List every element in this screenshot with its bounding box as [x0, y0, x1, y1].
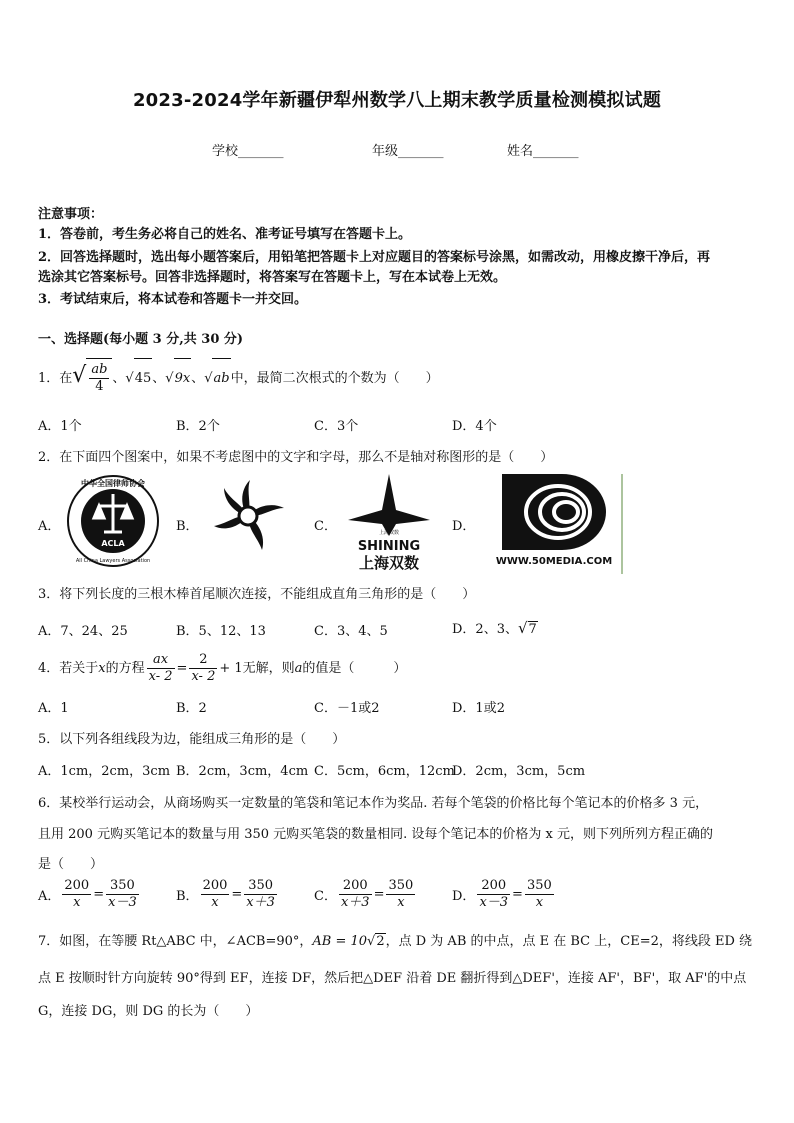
lawyers-association-logo	[66, 474, 160, 568]
q1-radical-45: 45	[134, 358, 153, 399]
q1-option-b[interactable]: B．2个	[176, 419, 220, 434]
q4-option-b[interactable]: B．2	[176, 701, 207, 716]
q1-sep: 、	[152, 371, 166, 386]
question-4	[38, 650, 406, 688]
q6-b-d2: x＋3	[246, 895, 275, 910]
q6-a-n2: 350	[106, 878, 139, 895]
q1-option-d[interactable]: D．4个	[452, 419, 497, 434]
q6-a-d2: x－3	[108, 895, 137, 910]
q1-fraction	[89, 362, 109, 395]
shining-brand-text: SHINING	[357, 539, 421, 554]
shining-small-text: 上海双数	[378, 530, 400, 536]
q4-mid: 的方程	[105, 661, 145, 676]
pinwheel-logo	[210, 476, 286, 556]
seal-top-text: 中华全国律师协会	[81, 479, 145, 488]
q4-var-a: a	[294, 661, 303, 676]
q6-option-c[interactable]	[314, 878, 417, 911]
section-choice-heading: 一、选择题(每小题 3 分,共 30 分)	[38, 332, 244, 347]
q1-option-c[interactable]: C．3个	[314, 419, 359, 434]
question-5: 5．以下列各组线段为边，能组成三角形的是（ ）	[38, 732, 346, 747]
q6-b-label: B．	[176, 889, 199, 904]
q3-option-d-label: D．2、3、	[452, 622, 518, 637]
q6-c-frac-2	[386, 878, 415, 911]
q4-f2-den: x- 2	[191, 669, 216, 684]
q4-f1-num: ax	[147, 652, 175, 669]
name-field[interactable]: 姓名_______	[507, 144, 579, 159]
q5-option-a[interactable]: A．1cm，2cm，3cm	[38, 764, 171, 779]
q2-option-a[interactable]: A．	[38, 519, 61, 534]
q1-prefix: 1．在	[38, 371, 73, 386]
q3-option-a[interactable]: A．7、24、25	[38, 624, 128, 639]
q4-fraction-2	[189, 652, 217, 685]
q6-b-frac-2	[244, 878, 277, 911]
q4-tail: + 1无解，则	[219, 661, 295, 676]
page-title: 2023-2024学年新疆伊犁州数学八上期末教学质量检测模拟试题	[132, 90, 662, 111]
q6-b-n2: 350	[244, 878, 277, 895]
q4-eq: =	[176, 661, 188, 676]
q6-b-eq: =	[231, 887, 243, 902]
q6-a-frac-2	[106, 878, 139, 911]
notes-item-2a: 2．回答选择题时，选出每小题答案后，用铅笔把答题卡上对应题目的答案标号涂黑，如需改动，用橡皮擦干净后，再	[38, 250, 711, 265]
q6-b-d1: x	[211, 895, 219, 910]
q6-a-label: A．	[38, 889, 61, 904]
q3-option-b[interactable]: B．5、12、13	[176, 624, 266, 639]
q3-option-c[interactable]: C．3、4、5	[314, 624, 388, 639]
grade-field[interactable]: 年级_______	[372, 144, 444, 159]
q1-suffix: 中，最简二次根式的个数为（ ）	[230, 371, 439, 386]
q1-radical-9x: 9x	[174, 358, 192, 399]
shining-logo	[344, 472, 434, 572]
q6-c-d2: x	[397, 895, 405, 910]
q2-option-d[interactable]: D．	[452, 519, 476, 534]
q1-radical-ab: ab	[212, 358, 230, 399]
q7-ab-eq: AB = 10	[312, 934, 368, 949]
notes-item-1: 1．答卷前，考生务必将自己的姓名、准考证号填写在答题卡上。	[38, 227, 412, 242]
q7-line1a: 7．如图，在等腰 Rt△ABC 中，∠ACB=90°，	[38, 934, 313, 949]
q5-option-b[interactable]: B．2cm，3cm，4cm	[176, 764, 309, 779]
seal-acla-text: ACLA	[101, 539, 125, 548]
q6-a-frac-1	[62, 878, 91, 911]
question-3: 3．将下列长度的三根木棒首尾顺次连接，不能组成直角三角形的是（ ）	[38, 587, 476, 602]
q1-sep: 、	[191, 371, 205, 386]
q6-c-d1: x＋3	[340, 895, 370, 910]
q6-c-eq: =	[373, 887, 385, 902]
q6-d-frac-2	[525, 878, 554, 911]
media-url-text: WWW.50MEDIA.COM	[495, 556, 613, 567]
q6-c-n2: 350	[388, 878, 414, 893]
question-6-line-3: 是（ ）	[38, 857, 104, 872]
q4-var-x: x	[98, 661, 106, 676]
question-2: 2．在下面四个图案中，如果不考虑图中的文字和字母，那么不是轴对称图形的是（ ）	[38, 450, 554, 465]
notes-item-2b: 选涂其它答案标号。回答非选择题时，将答案写在答题卡上，写在本试卷上无效。	[38, 270, 507, 285]
q1-frac-num: ab	[91, 362, 108, 377]
media-logo	[488, 470, 626, 574]
q6-d-n1: 200	[477, 878, 510, 895]
question-1: 1．在√ $\frac{ab}{4}$ 、√45、√9x、√ab中，最简二次根式的个数为（ ）	[38, 356, 439, 399]
q4-f2-num: 2	[189, 652, 217, 669]
q6-option-a[interactable]	[38, 878, 141, 911]
notes-item-3: 3．考试结束后，将本试卷和答题卡一并交回。	[38, 292, 308, 307]
q4-fraction-1	[147, 652, 175, 685]
q7-radical: 2	[376, 934, 385, 949]
q6-d-d1: x－3	[479, 895, 509, 910]
shining-cn-text: 上海双数	[358, 554, 420, 572]
q3-option-d-radical: 7	[528, 622, 537, 637]
q7-line1c: ，点 D 为 AB 的中点，点 E 在 BC 上，CE=2，将线段 ED 绕	[385, 934, 753, 949]
q6-d-d2: x	[535, 895, 544, 910]
q1-sep: 、	[112, 371, 126, 386]
q2-option-b[interactable]: B．	[176, 519, 199, 534]
star-emblem-icon	[348, 474, 430, 536]
question-6-line-1: 6．某校举行运动会，从商场购买一定数量的笔袋和笔记本作为奖品. 若每个笔袋的价格比每个笔记本的价格多 3 元，	[38, 796, 709, 811]
notes-heading: 注意事项：	[38, 207, 104, 222]
q5-option-d[interactable]: D．2cm，3cm，5cm	[452, 764, 586, 779]
q4-option-c[interactable]: C．－1或2	[314, 701, 380, 716]
q1-option-a[interactable]: A．1个	[38, 419, 82, 434]
q1-frac-den: 4	[95, 379, 104, 394]
q6-b-frac-1	[201, 878, 230, 911]
q6-d-n2: 350	[526, 878, 552, 893]
q6-d-frac-1	[477, 878, 510, 911]
q6-c-n1: 200	[339, 878, 372, 895]
question-7-line-2: 点 E 按顺时针方向旋转 90°得到 EF，连接 DF，然后把△DEF 沿着 DE 翻折得到△DEF'，连接 AF'，BF'，取 AF'的中点	[38, 971, 747, 986]
q6-option-d[interactable]	[452, 878, 556, 911]
question-7-line-3: G，连接 DG，则 DG 的长为（ ）	[38, 1004, 259, 1019]
q6-c-frac-1	[339, 878, 372, 911]
question-7-line-1: 7．如图，在等腰 Rt△ABC 中，∠ACB=90°，AB = 10√2，点 D 为 AB 的中点，点 E 在 BC 上，CE=2，将线段 ED 绕	[38, 934, 753, 949]
q6-b-n1: 200	[202, 878, 228, 893]
q4-option-a[interactable]: A．1	[38, 701, 69, 716]
q3-option-d[interactable]: D．2、3、√7	[452, 619, 537, 637]
q4-suffix: 的值是（ ）	[302, 661, 407, 676]
q4-prefix: 4．若关于	[38, 661, 99, 676]
q4-option-d[interactable]: D．1或2	[452, 701, 505, 716]
q6-d-label: D．	[452, 889, 476, 904]
q6-a-d1: x	[73, 895, 81, 910]
q6-a-eq: =	[93, 887, 105, 902]
q5-option-c[interactable]: C．5cm，6cm，12cm	[314, 764, 455, 779]
question-6-line-2: 且用 200 元购买笔记本的数量与用 350 元购买笔袋的数量相同. 设每个笔记本的价格为 x 元，则下列所列方程正确的	[38, 827, 714, 842]
seal-bottom-text: All China Lawyers Association	[75, 558, 151, 564]
q2-option-c[interactable]: C．	[314, 519, 337, 534]
q6-c-label: C．	[314, 889, 337, 904]
q4-f1-den: x- 2	[148, 669, 173, 684]
q6-option-b[interactable]	[176, 878, 279, 911]
pinwheel-center	[239, 507, 257, 525]
school-field[interactable]: 学校_______	[212, 144, 284, 159]
q6-a-n1: 200	[64, 878, 90, 893]
q6-d-eq: =	[512, 887, 523, 902]
